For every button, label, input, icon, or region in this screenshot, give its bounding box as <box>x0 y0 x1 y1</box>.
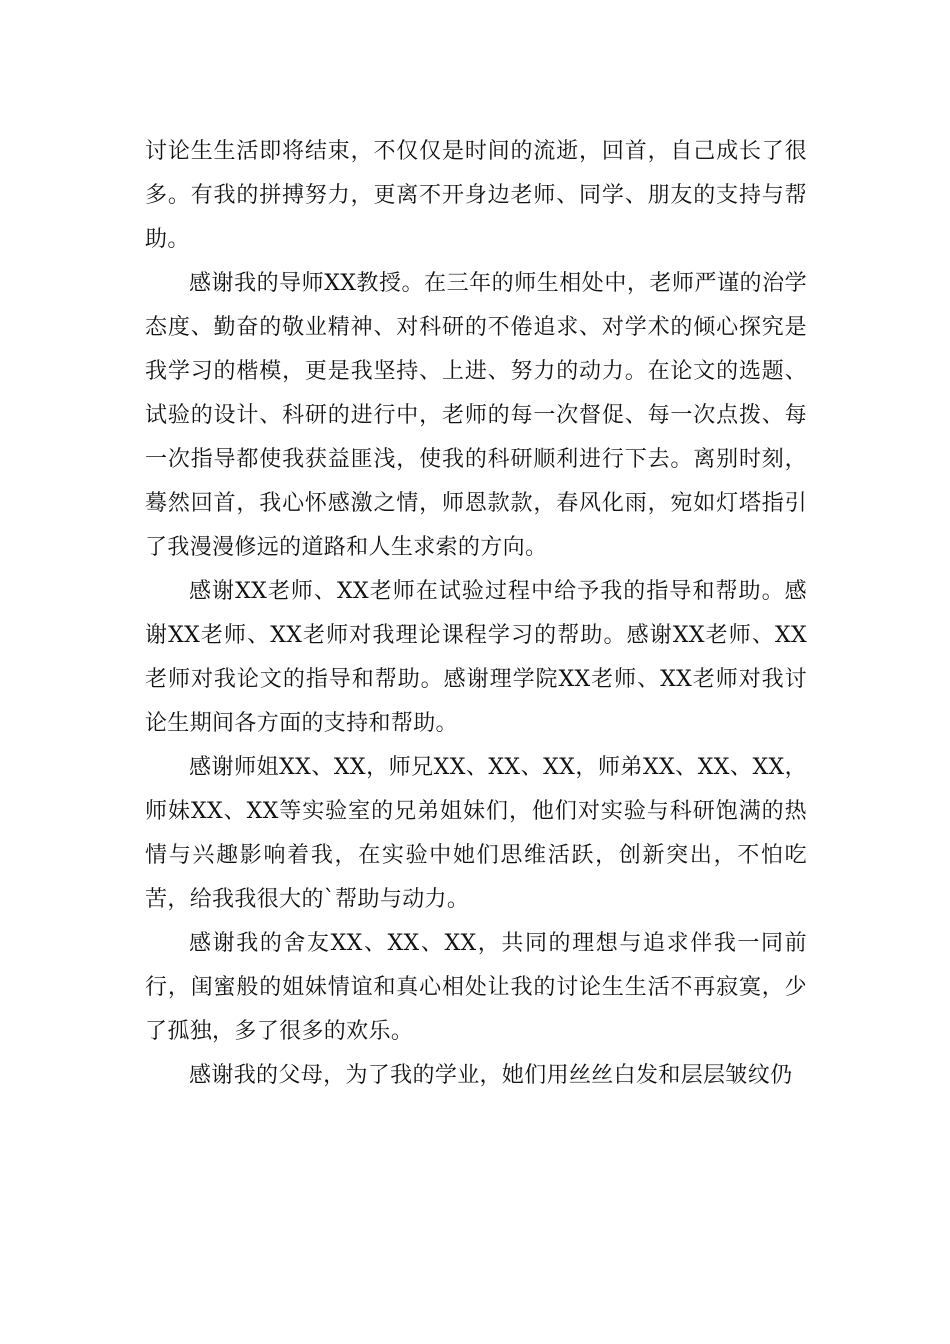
document-body <box>145 130 807 1098</box>
paragraph-roommates-thanks: 感谢我的舍友XX、XX、XX，共同的理想与追求伴我一同前行，闺蜜般的姐妹情谊和真心相处让我的讨论生生活不再寂寞，少了孤独，多了很多的欢乐。 <box>145 931 807 1044</box>
paragraph-lab-mates-thanks: 感谢师姐XX、XX，师兄XX、XX、XX，师弟XX、XX、XX，师妹XX、XX等实验室的兄弟姐妹们，他们对实验与科研饱满的热情与兴趣影响着我，在实验中她们思维活跃，创新突出，不怕吃苦，给我我很大的`帮助与动力。 <box>145 755 807 912</box>
paragraph-advisor-thanks: 感谢我的导师XX教授。在三年的师生相处中，老师严谨的治学态度、勤奋的敬业精神、对科研的不倦追求、对学术的倾心探究是我学习的楷模，更是我坚持、上进、努力的动力。在论文的选题、试验的设计、科研的进行中，老师的每一次督促、每一次点拨、每一次指导都使我获益匪浅，使我的科研顺利进行下去。离别时刻，蓦然回首，我心怀感激之情，师恩款款，春风化雨，宛如灯塔指引了我漫漫修远的道路和人生求索的方向。 <box>145 271 807 560</box>
paragraph-parents-thanks: 感谢我的父母，为了我的学业，她们用丝丝白发和层层皱纹仍 <box>189 1063 793 1088</box>
paragraph-continuation: 讨论生生活即将结束，不仅仅是时间的流逝，回首，自己成长了很多。有我的拼搏努力，更离不开身边老师、同学、朋友的支持与帮助。 <box>145 139 807 252</box>
paragraph-teachers-thanks: 感谢XX老师、XX老师在试验过程中给予我的指导和帮助。感谢XX老师、XX老师对我理论课程学习的帮助。感谢XX老师、XX老师对我论文的指导和帮助。感谢理学院XX老师、XX老师对我讨论生期间各方面的支持和帮助。 <box>145 579 807 736</box>
